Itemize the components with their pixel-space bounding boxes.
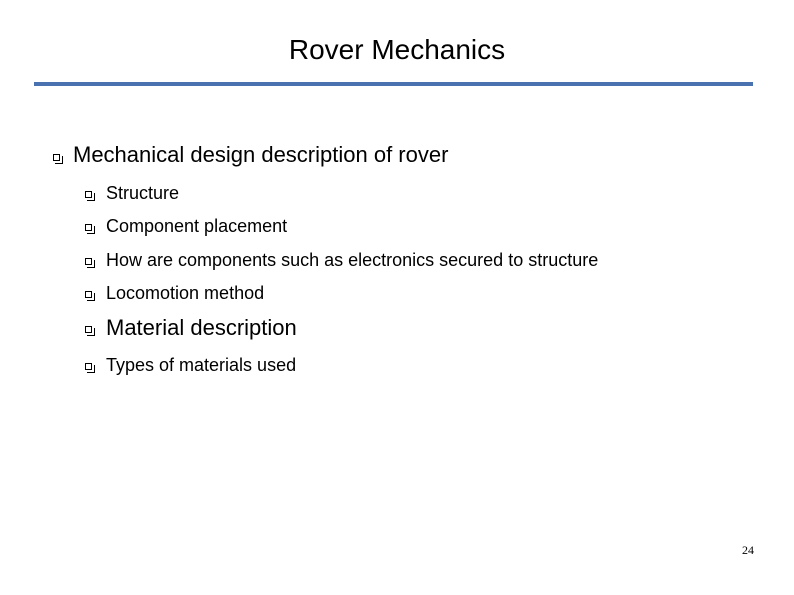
square-bullet-icon [85,326,92,333]
sub-bullet-material-description [85,314,297,342]
square-bullet-icon [85,258,92,265]
title-underline [34,82,753,86]
page-number: 24 [742,543,754,557]
sub-bullet-text: Structure [106,183,180,203]
sub-bullet-locomotion [85,281,264,305]
sub-bullet-components-secured [85,248,598,272]
bullet-main [53,141,448,169]
sub-bullet-text: How are components such as electronics secured to structure [106,250,599,270]
sub-bullet-structure [85,181,179,205]
sub-bullet-materials-used [85,353,296,377]
square-bullet-icon [53,154,60,161]
sub-bullet-text: Types of materials used [106,355,297,375]
square-bullet-icon [85,191,92,198]
sub-bullet-text: Locomotion method [106,283,265,303]
sub-bullet-text: Material description [106,315,297,340]
slide-title: Rover Mechanics [288,34,506,65]
square-bullet-icon [85,224,92,231]
square-bullet-icon [85,363,92,370]
sub-bullet-text: Component placement [106,216,288,236]
sub-bullet-component-placement [85,214,287,238]
square-bullet-icon [85,291,92,298]
bullet-main-text: Mechanical design description of rover [73,142,449,167]
